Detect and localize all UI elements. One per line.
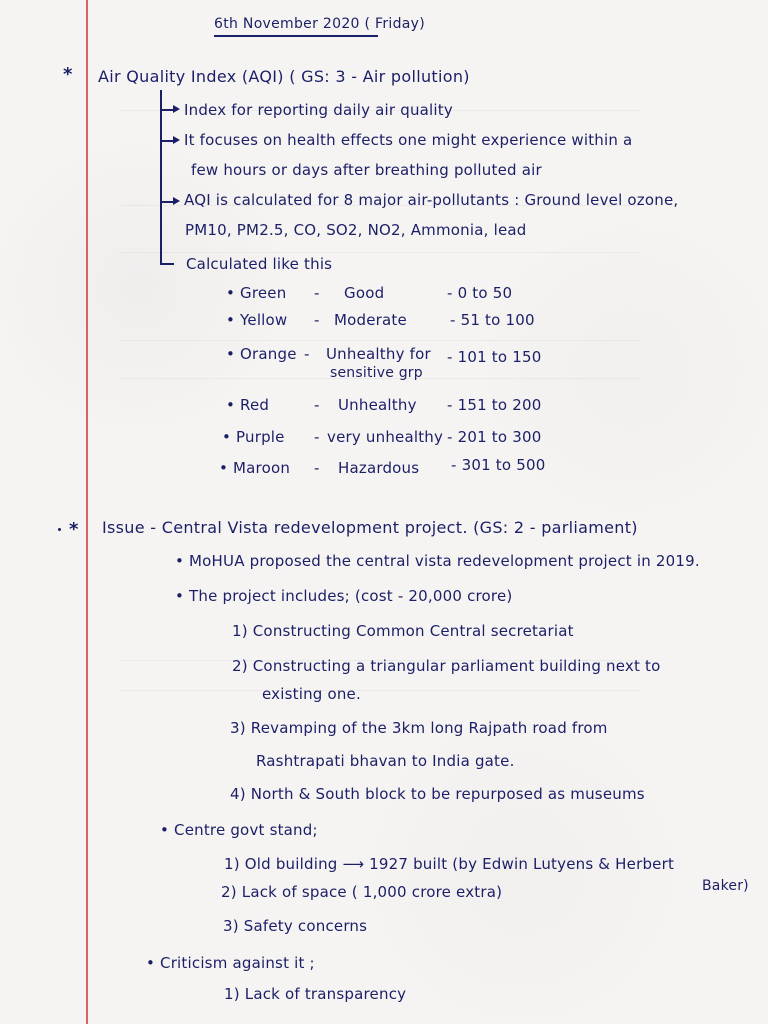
level-range: - 0 to 50 <box>447 284 513 302</box>
level-label: Moderate <box>334 311 407 329</box>
tree-line <box>160 90 162 263</box>
project-item-continuation: Rashtrapati bhavan to India gate. <box>256 752 515 770</box>
section-title: Air Quality Index (AQI) ( GS: 3 - Air pollution) <box>98 67 470 86</box>
project-item: 3) Revamping of the 3km long Rajpath road from <box>230 719 608 737</box>
background-ghost-line <box>120 252 640 253</box>
level-range: - 101 to 150 <box>447 348 542 366</box>
level-color: • Purple <box>222 428 285 446</box>
level-label: Unhealthy <box>338 396 417 414</box>
level-range: - 201 to 300 <box>447 428 542 446</box>
aqi-point: It focuses on health effects one might experience within a <box>184 131 633 149</box>
arrow-icon <box>173 197 180 205</box>
arrow-icon <box>173 136 180 144</box>
branch-line <box>160 109 174 111</box>
project-item: 4) North & South block to be repurposed as museums <box>230 785 645 803</box>
section-title: Issue - Central Vista redevelopment project. (GS: 2 - parliament) <box>102 518 638 537</box>
project-item: 2) Constructing a triangular parliament building next to <box>232 657 661 675</box>
criticism-heading: • Criticism against it ; <box>146 954 315 972</box>
level-color: • Maroon <box>219 459 291 477</box>
level-label: Good <box>344 284 385 302</box>
aqi-point: Calculated like this <box>186 255 333 273</box>
level-color: • Green <box>226 284 287 302</box>
level-color: • Orange <box>226 345 297 363</box>
level-label-secondary: sensitive grp <box>330 365 423 381</box>
level-dash: - <box>314 396 320 414</box>
date-underline <box>214 35 378 37</box>
level-range: - 51 to 100 <box>450 311 535 329</box>
level-label: very unhealthy <box>327 428 444 446</box>
level-range: - 151 to 200 <box>447 396 542 414</box>
level-range: - 301 to 500 <box>451 456 546 474</box>
section-star: * <box>69 519 79 540</box>
project-item-continuation: existing one. <box>262 685 361 703</box>
level-dash: - <box>304 345 310 363</box>
stand-item: 3) Safety concerns <box>223 917 368 935</box>
criticism-item: 1) Lack of transparency <box>224 985 407 1003</box>
level-label: Unhealthy for <box>326 345 431 363</box>
aqi-point: PM10, PM2.5, CO, SO2, NO2, Ammonia, lead <box>185 221 527 239</box>
branch-line <box>160 201 174 203</box>
level-color: • Yellow <box>226 311 288 329</box>
arrow-icon <box>173 105 180 113</box>
aqi-point: few hours or days after breathing polluted air <box>191 161 542 179</box>
page-date: 6th November 2020 ( Friday) <box>214 16 425 32</box>
margin-line <box>86 0 88 1024</box>
level-dash: - <box>314 284 320 302</box>
project-item: 1) Constructing Common Central secretariat <box>232 622 574 640</box>
stand-item: 2) Lack of space ( 1,000 crore extra) <box>221 883 503 901</box>
level-color: • Red <box>226 396 270 414</box>
aqi-point: Index for reporting daily air quality <box>184 101 453 119</box>
vista-bullet: • The project includes; (cost - 20,000 crore) <box>175 587 513 605</box>
stand-item: 1) Old building ⟶ 1927 built (by Edwin Lutyens & Herbert <box>224 855 675 873</box>
branch-line <box>160 140 174 142</box>
background-ghost-line <box>120 340 640 341</box>
vista-bullet: • MoHUA proposed the central vista redevelopment project in 2019. <box>175 552 700 570</box>
stand-item-continuation: Baker) <box>702 878 749 894</box>
level-label: Hazardous <box>338 459 420 477</box>
level-dash: - <box>314 311 320 329</box>
stand-heading: • Centre govt stand; <box>160 821 318 839</box>
level-dash: - <box>314 459 320 477</box>
level-dash: - <box>314 428 320 446</box>
section-star: * <box>63 64 73 85</box>
background-ghost-line <box>120 690 640 691</box>
bullet-dot <box>58 528 61 531</box>
branch-line <box>160 263 174 265</box>
aqi-point: AQI is calculated for 8 major air-pollutants : Ground level ozone, <box>184 191 679 209</box>
